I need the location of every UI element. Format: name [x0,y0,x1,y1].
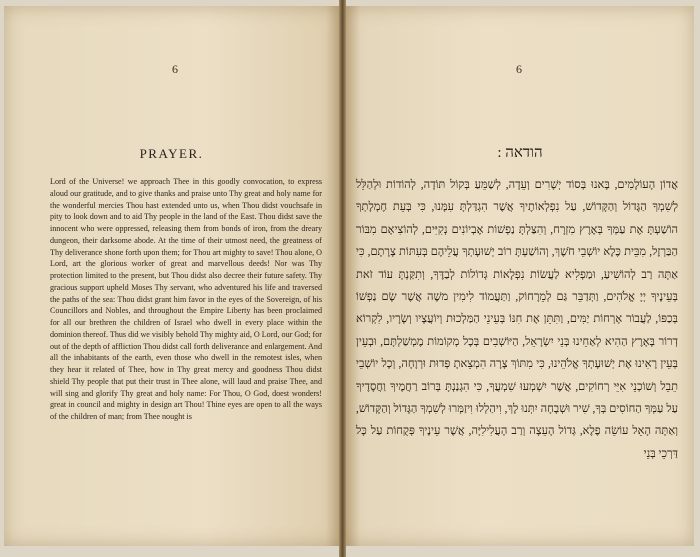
right-page [346,6,694,546]
prayer-text-hebrew: אֲדוֹן הָעוֹלָמִים, בָּאנוּ בְּסוֹד יְשָׁרִים וְעֵדָה, לְשַׁמֵּעַ בְּקוֹל תּוֹדָה, לְהוֹדוֹת וּלְהַלֵּל לְשִׁמְךָ הַגָּדוֹל וְהַקָּדוֹשׁ, עַל נִפְלְאוֹתֶיךָ אֲשֶׁר הִגְדַּלְתָּ עִמָּנוּ, כִּי בְּעֵת חֶמְלָתְךָ הוֹשַׁעְתָּ אֶת עַמְּךָ בְּאֶרֶץ מִזְרָח, וְהִצַּלְתָּ נַפְשׁוֹת אֶבְיוֹנִים נְקִיִּים, לְהוֹצִיאָם מִבּוֹר הַבַּרְזֶל, מִבֵּית כֶּלֶא יוֹשְׁבֵי חֹשֶׁךְ, וְהוֹשַׁעְתָּ רוֹב יְשׁוּעָתְךָ עֲלֵיהֶם בְּעִתּוֹת צָרָתָם, כִּי אַתָּה רַב לְהוֹשִׁיעַ, וּמַפְלִיא לַעֲשׂוֹת נִפְלָאוֹת גְּדוֹלוֹת לְבַדֶּךָ, וְתִקַּנְתָּ עוֹד זֹאת בְּעֵינֶיךָ יְיָ אֱלֹהִים, וַתְּדַבֵּר גַּם לְמֵרָחוֹק, וַתַּעֲמוֹד לִימִין משֶׁה אֲשֶׁר שָׂם נַפְשׁוֹ בְּכַפּוֹ, לַעֲבוֹר אָרְחוֹת יַמִּים, וַתִּתֵּן אֶת חִנּוֹ בְּעֵינֵי הַמַּלְכוּת וְיוֹעֲצָיו וְשָׂרָיו, לִקְרוֹא דְרוֹר בָּאָרֶץ הַהִיא לְאַחֵינוּ בְּנֵי יִשְׂרָאֵל, הַיּוֹשְׁבִים בְּכָל מְקוֹמוֹת מֶמְשַׁלְתָּם, וּבְעֵין בְּעֵין רָאִינוּ אֶת יְשׁוּעָתְךָ אֱלֹהֵינוּ, כִּי מִתּוֹךְ צָרָה הִמְצֵאתָ פְּדוּת וּרְוָחָה, וְכָל יוֹשְׁבֵי תֵבֵל וְשׁוֹכְנֵי אִיֵּי רְחוֹקִים, אֲשֶׁר יִשְׁמְעוּ שִׁמְעֲךָ, כִּי הִגְנַנְתָּ בְּרוֹב רַחֲמֶיךָ וַחֲסָדֶיךָ עַל עַמְּךָ הַחוֹסִים בְּךָ, שִׁיר וּשְׁבָחָה יִתְּנוּ לָךְ, וִיהַלְלוּ וִיזַמְּרוּ לְשִׁמְךָ הַגָּדוֹל וְהַקָּדוֹשׁ, וְאַתָּה הָאֵל עוֹשֵׂה פֶלֶא, גְּדוֹל הָעֵצָה וְרַב הָעֲלִילִיָּה, אֲשֶׁר עֵינֶיךָ פְּקֻחוֹת עַל כָּל דַּרְכֵי בְּנֵי [356,179,678,460]
book-spine [339,0,346,557]
page-number: 6 [172,62,178,76]
page-title: הודאה : [497,145,543,161]
page-title: PRAYER. [139,146,204,161]
left-page [4,6,339,546]
page-number: 6 [516,62,522,76]
prayer-text-english: Lord of the Universe! we approach Thee in this goodly convocation, to express aloud our gratitude, and to give thanks and praise unto Thy great and holy name for the wonderful mercies Thou hast extended unto us, when Thou didst vouchsafe in pity to look down and to aid Thy people in the land of the East. Thou didst save the innocent who were oppressed, releasing them from bonds of iron, from the dreary dungeon, their darksome abode. At the time of their utmost need, the greatness of Thy deliverance shone forth upon them; for Thou art mighty to save! Thou alone, O Lord, art the glorious worker of great and marvellous deeds! Nor was Thy protection limited to the present, but Thou didst also decree their future safety. Thy gracious support upheld Moses Thy servant, who adventured his life and traversed the paths of the sea: Thou didst grant him favor in the eyes of the Sovereign, of his Councillors and Nobles, and throughout the Empire Liberty has been proclaimed for all our brethren the children of Israel who dwell in every place within the dominion thereof. Thus did we visibly behold Thy mighty aid, O Lord, our God; for out of the depth of affliction Thou didst call forth deliverance and enlargement. And all the inhabitants of the earth, even those who dwell in the remotest isles, when they hear it related of Thee, how in Thy great mercy and goodness Thou didst shield Thy people that put their trust in Thee alone, will laud and praise Thee, and will sing and glorify Thy great and holy name: For Thou, O God, doest wonders! great in council and mighty in design art Thou! Thine eyes are open to all the ways of the children of man; from Thee nought is [50,177,322,421]
